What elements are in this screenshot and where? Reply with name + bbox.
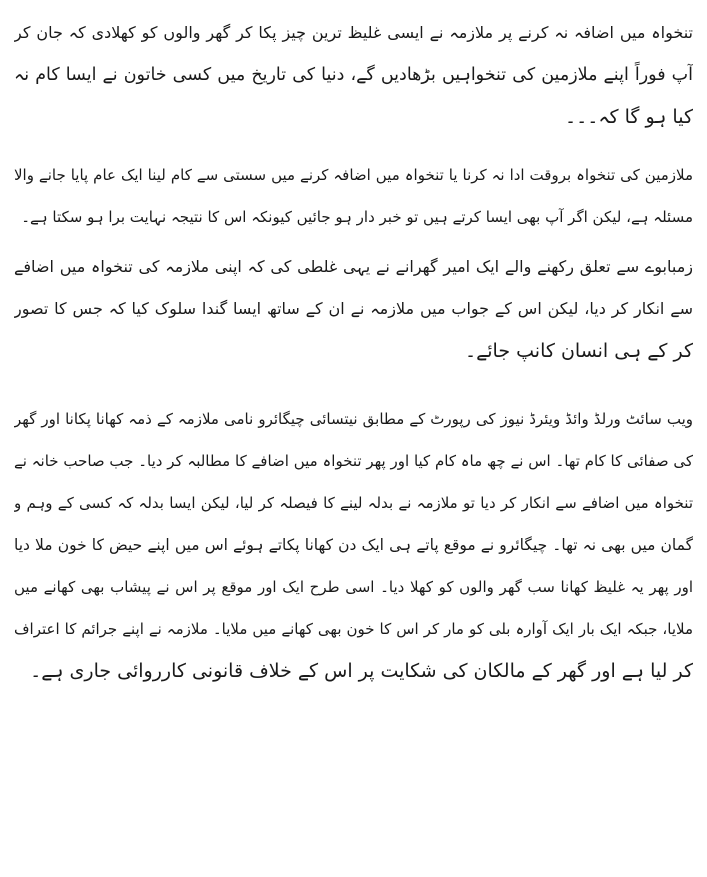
text-line: آپ فوراً اپنے ملازمین کی تنخواہیں بڑھادیں گے، دنیا کی تاریخ میں کسی خاتون نے ایسا کام نہ bbox=[14, 65, 693, 85]
text-line: اور پھر یہ غلیظ کھانا سب گھر والوں کو کھلا دیا۔ اسی طرح ایک اور موقع پر اس نے پیشاب بھی کھانے میں bbox=[14, 578, 693, 596]
article-body bbox=[14, 0, 693, 692]
paragraph-headline bbox=[14, 0, 693, 138]
text-line: کی صفائی کا کام تھا۔ اس نے چھ ماہ کام کیا اور پھر تنخواہ میں اضافے کا مطالبہ کر دیا۔ جب صاحب خانہ نے bbox=[14, 452, 693, 470]
text-line: زمبابوے سے تعلق رکھنے والے ایک امیر گھرانے نے یہی غلطی کی کہ اپنی ملازمہ کی تنخواہ میں اضافے bbox=[14, 257, 693, 276]
text-line: ملایا، جبکہ ایک بار ایک آوارہ بلی کو مار کر اس کا خون بھی کھانے میں ملایا۔ ملازمہ نے اپنے جرائم کا اعتراف bbox=[14, 620, 693, 638]
text-line: ملازمین کی تنخواہ بروقت ادا نہ کرنا یا تنخواہ میں اضافہ کرنے میں سستی سے کام لینا ایک عام پایا جانے والا bbox=[14, 166, 693, 184]
paragraph-report bbox=[14, 372, 693, 692]
text-line: کر لیا ہے اور گھر کے مالکان کی شکایت پر اس کے خلاف قانونی کارروائی جاری ہے۔ bbox=[30, 660, 693, 682]
text-line: سے انکار کر دیا، لیکن اس کے جواب میں ملازمہ نے ان کے ساتھ ایسا گندا سلوک کیا کہ جس کا تصور bbox=[14, 299, 693, 318]
text-line: گمان میں بھی نہ تھا۔ چیگائرو نے موقع پاتے ہی ایک دن کھانا پکاتے ہوئے اس میں اپنے حیض کا خون ملا دیا bbox=[14, 536, 693, 554]
text-line: تنخواہ میں اضافے سے انکار کر دیا تو ملازمہ نے بدلہ لینے کا فیصلہ کر لیا، لیکن ایسا بدلہ کہ کسی کے وہم و bbox=[14, 494, 693, 512]
text-line: تنخواہ میں اضافہ نہ کرنے پر ملازمہ نے ایسی غلیظ ترین چیز پکا کر گھر والوں کو کھلادی کہ جان کر bbox=[14, 23, 693, 42]
paragraph-zimbabwe bbox=[14, 238, 693, 372]
text-line: مسئلہ ہے، لیکن اگر آپ بھی ایسا کرتے ہیں تو خبر دار ہو جائیں کیونکہ اس کا نتیجہ نہایت برا ہو سکتا ہے۔ bbox=[21, 208, 693, 226]
paragraph-intro bbox=[14, 138, 693, 238]
text-line: کیا ہو گا کہ۔۔۔ bbox=[564, 106, 693, 128]
text-line: ویب سائٹ ورلڈ وائڈ ویئرڈ نیوز کی رپورٹ کے مطابق نیتسائی چیگائرو نامی ملازمہ کے ذمہ کھانا پکانا اور گھر bbox=[14, 410, 693, 428]
text-line: کر کے ہی انسان کانپ جائے۔ bbox=[465, 340, 693, 362]
